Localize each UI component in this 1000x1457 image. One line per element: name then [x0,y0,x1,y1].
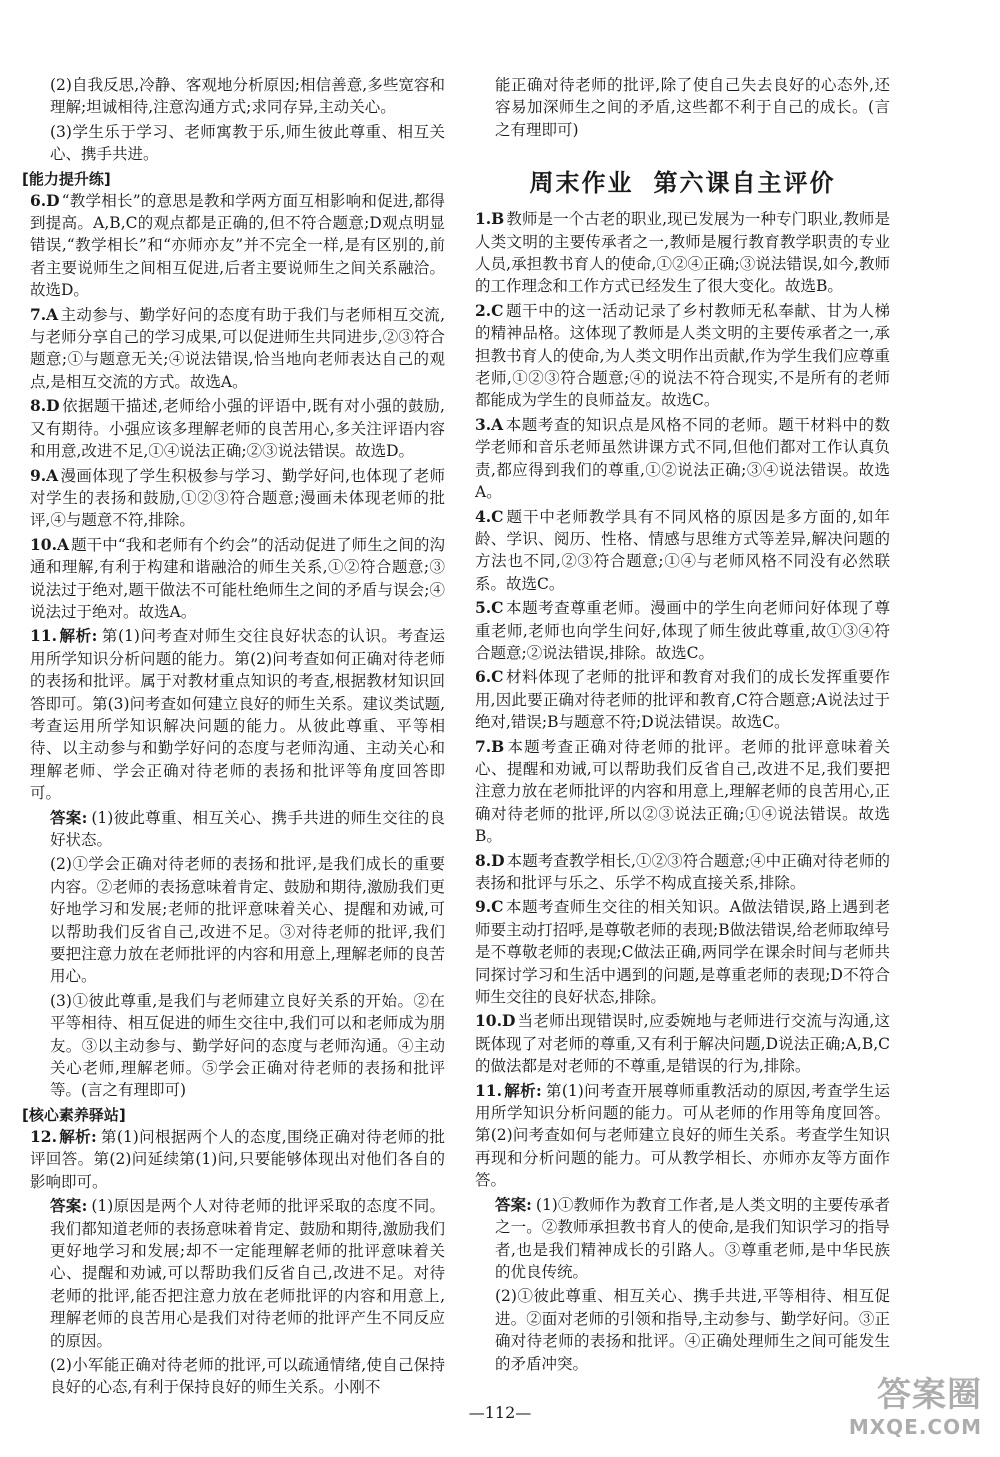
question-explanation: 本题考查正确对待老师的批评。老师的批评意味着关心、提醒和劝诫,可以帮助我们反省自己,改进不足,我们要把注意力放在老师批评的内容和用意上,理解老师的良苦用心,正确对待老师的批评,所以②③说法正确;①④说法错误。故选B。 [475,737,890,846]
question-number: 10.D [475,1011,516,1031]
analysis-text: 第(1)问根据两个人的态度,围绕正确对待老师的批评回答。第(2)问延续第(1)问,只要能够体现出对他们各自的影响即可。 [30,1127,445,1191]
analysis-text: 第(1)问考查开展尊师重教活动的原因,考查学生运用所学知识分析问题的能力。可从老师的作用等角度回答。第(2)问考查如何与老师建立良好的师生关系。考查学生知识再现和分析问题的能力。可从教学相长、亦师亦友等方面作答。 [475,1081,890,1190]
question-item [475,300,890,412]
intro-paragraph-2: (2)自我反思,冷静、客观地分析原因;相信善意,多些宽容和理解;坦诚相待,注意沟通方式;求同存异,主动关心。 [50,76,445,117]
question-item [475,850,890,895]
question-explanation: 本题考查教学相长,①②③符合题意;④中正确对待老师的表扬和批评与乐之、乐学不构成直接关系,排除。 [475,851,890,892]
question-number: 7.A [30,304,59,324]
question-explanation: 材料体现了老师的批评和教育对我们的成长发挥重要作用,因此要正确对待老师的批评和教育,C符合题意;A说法过于绝对,错误;B与题意不符;D说法错误。故选C。 [475,668,890,732]
question-number: 8.D [30,396,60,416]
question-explanation: 题干中的这一活动记录了乡村教师无私奉献、甘为人梯的精神品格。这体现了教师是人类文明的主要传承者之一,承担教书育人的使命,为人类文明作出贡献,作为学生我们应尊重老师,①②③符合题意;④的说法不符合现实,不是所有的老师都能成为学生的良师益友。故选C。 [475,301,890,410]
watermark-top-text: 答案圈 [877,1375,982,1415]
answer-label: 答案: [50,807,88,827]
page-number: —112— [468,1403,532,1422]
answer-part [30,807,445,852]
question-item [30,304,445,394]
question-explanation: 漫画体现了学生积极参与学习、勤学好问,也体现了老师对学生的表扬和鼓励,①②③符合题意;漫画未体现老师的批评,④与题意不符,排除。 [30,466,445,530]
section-title-left: 周末作业 [529,169,634,198]
analysis-text: 第(1)问考查对师生交往良好状态的认识。考查运用所学知识分析问题的能力。第(2)问考查如何正确对待老师的表扬和批评。属于对教材重点知识的考查,根据教材知识回答即可。第(3)问考查如何建立良好的师生关系。建议类试题,考查运用所学知识解决问题的能力。从彼此尊重、平等相待、以主动参与和勤学好问的态度与老师沟通、主动关心和理解老师、学会正确对待老师的表扬和批评等角度回答即可。 [30,627,445,803]
answer-part: (2)①彼此尊重、相互关心、携手共进,平等相待、相互促进。②面对老师的引领和指导,主动参与、勤学好问。③正确对待老师的表扬和批评。④正确处理师生之间可能发生的矛盾冲突。 [495,1287,890,1373]
question-item [30,465,445,532]
question-number: 2.C [475,300,504,320]
answer-text: (1)①教师作为教育工作者,是人类文明的主要传承者之一。②教师承担教书育人的使命,是我们知识学习的指导者,也是我们精神成长的引路人。③尊重老师,是中华民族的优良传统。 [495,1195,890,1281]
question-item [475,666,890,733]
question-item [475,736,890,848]
question-number: 3.A [475,414,504,434]
question-item [475,414,890,504]
question-number: 6.C [475,667,504,687]
question-item [475,1010,890,1077]
analysis-label: 解析: [503,1080,542,1100]
question-explanation: 依据题干描述,老师给小强的评语中,既有对小强的鼓励,又有期待。小强应该多理解老师的良苦用心,多关注评语内容和用意,改进不足,①④说法正确;②③说法错误。故选D。 [30,397,445,461]
watermark-bottom-text: MXQE.COM [848,1415,982,1439]
question-item [30,395,445,462]
question-number: 1.B [475,209,505,229]
question-number: 11. [475,1080,502,1100]
question-number: 4.C [475,506,504,526]
question-number: 9.C [475,897,504,917]
answer-label: 答案: [50,1196,88,1216]
answer-part: (3)①彼此尊重,是我们与老师建立良好关系的开始。②在平等相待、相互促进的师生交往中,我们可以和老师成为朋友。③以主动参与、勤学好问的态度与老师沟通。④主动关心老师,理解老师。⑤学会正确对待老师的表扬和批评等。(言之有理即可) [50,991,445,1100]
question-number: 5.C [475,598,504,618]
watermark-logo [812,1367,982,1437]
answer-text: (1)原因是两个人对待老师的批评采取的态度不同。我们都知道老师的表扬意味着肯定、鼓励和期待,激励我们更好地学习和发展;却不一定能理解老师的批评意味着关心、提醒和劝诫,可以帮助我们反省自己,改进不足。对待老师的批评,能否把注意力放在老师批评的内容和用意上,理解老师的良苦用心是我们对待老师的批评产生不同反应的原因。 [50,1197,445,1350]
section-heading-ability: [能力提升练] [22,169,111,188]
question-item [30,190,445,302]
question-item [475,1080,890,1192]
question-explanation: “教学相长”的意思是教和学两方面互相影响和促进,都得到提高。A,B,C的观点都是正确的,但不符合题意;D观点明显错误,“教学相长”和“亦师亦友”并不完全一样,是有区别的,前者主要说师生之间相互促进,后者主要说师生之间关系融洽。故选D。 [30,191,445,300]
left-column [22,74,445,1401]
answer-part [475,1194,890,1284]
question-item [475,597,890,664]
question-number: 10.A [30,534,69,554]
question-number: 11. [30,626,57,646]
question-explanation: 主动参与、勤学好问的态度有助于我们与老师相互交流,与老师分享自己的学习成果,可以促进师生共同进步,②③符合题意;①与题意无关;④说法错误,恰当地向老师表达自己的观点,是相互交流的方式。故选A。 [30,305,445,391]
right-column [475,74,890,1377]
question-number: 6.D [30,190,60,210]
question-explanation: 教师是一个古老的职业,现已发展为一种专门职业,教师是人类文明的主要传承者之一,教师是履行教育教学职责的专业人员,承担教书育人的使命,①②④正确;③说法错误,如今,教师的工作理念和工作方式已经发生了很大变化。故选B。 [475,210,890,296]
question-explanation: 题干中老师教学具有不同风格的原因是多方面的,如年龄、学识、阅历、性格、情感与思维方式等差异,解决问题的方法也不同,②③符合题意;①④与老师风格不同没有必然联系。故选C。 [475,507,890,593]
question-item [30,1126,445,1193]
question-item [30,534,445,624]
answer-part [30,1195,445,1352]
analysis-label: 解析: [58,1126,97,1146]
section-heading-core: [核心素养驿站] [22,1105,126,1124]
question-explanation: 当老师出现错误时,应委婉地与老师进行交流与沟通,这既体现了对老师的尊重,又有利于解决问题,D说法正确;A,B,C的做法都是对老师的不尊重,是错误的行为,排除。 [475,1012,890,1076]
question-number: 7.B [475,736,505,756]
question-item [475,208,890,298]
intro-paragraph-3: (3)学生乐于学习、老师寓教于乐,师生彼此尊重、相互关心、携手共进。 [50,122,445,164]
answer-part: (2)①学会正确对待老师的表扬和批评,是我们成长的重要内容。②老师的表扬意味着肯定、鼓励和期待,激励我们更好地学习和发展;老师的批评意味着关心、提醒和劝诫,可以帮助我们反省自己,改进不足。③对待老师的批评,我们要把注意力放在老师批评的内容和用意上,理解老师的良苦用心。 [50,855,445,986]
answer-text: (1)彼此尊重、相互关心、携手共进的师生交往的良好状态。 [50,808,445,849]
section-title-right: 第六课自主评价 [653,169,836,198]
section-title [475,163,890,198]
question-item [475,506,890,596]
question-number: 12. [30,1126,57,1146]
continued-paragraph: 能正确对待老师的批评,除了使自己失去良好的心态外,还容易加深师生之间的矛盾,这些都不利于自己的成长。(言之有理即可) [495,76,890,139]
answer-part: (2)小军能正确对待老师的批评,可以疏通情绪,使自己保持良好的心态,有利于保持良好的师生关系。小刚不 [50,1355,445,1397]
question-number: 8.D [475,850,505,870]
analysis-label: 解析: [58,626,98,646]
question-explanation: 本题考查尊重老师。漫画中的学生向老师问好体现了尊重老师,老师也向学生问好,体现了师生彼此尊重,故①③④符合题意;②说法错误,排除。故选C。 [475,599,890,662]
question-item [475,896,890,1008]
question-item [30,625,445,804]
question-number: 9.A [30,465,59,485]
question-explanation: 本题考查的知识点是风格不同的老师。题干材料中的数学老师和音乐老师虽然讲课方式不同,但他们都对工作认真负责,都应得到我们的尊重,①②说法正确;③④说法错误。故选A。 [475,415,890,502]
question-explanation: 本题考查师生交往的相关知识。A做法错误,路上遇到老师要主动打招呼,是尊敬老师的表现;B做法错误,给老师取绰号是不尊敬老师的表现;C做法正确,两同学在课余时间与老师共同探讨学习和生活中遇到的问题,是尊重老师的表现;D不符合师生交往的良好状态,排除。 [475,898,890,1007]
question-explanation: 题干中“我和老师有个约会”的活动促进了师生之间的沟通和理解,有利于构建和谐融洽的师生关系,①②符合题意;③说法过于绝对,题干做法不可能杜绝师生之间的矛盾与误会;④说法过于绝对。故选A。 [30,535,445,621]
answer-label: 答案: [495,1194,532,1214]
